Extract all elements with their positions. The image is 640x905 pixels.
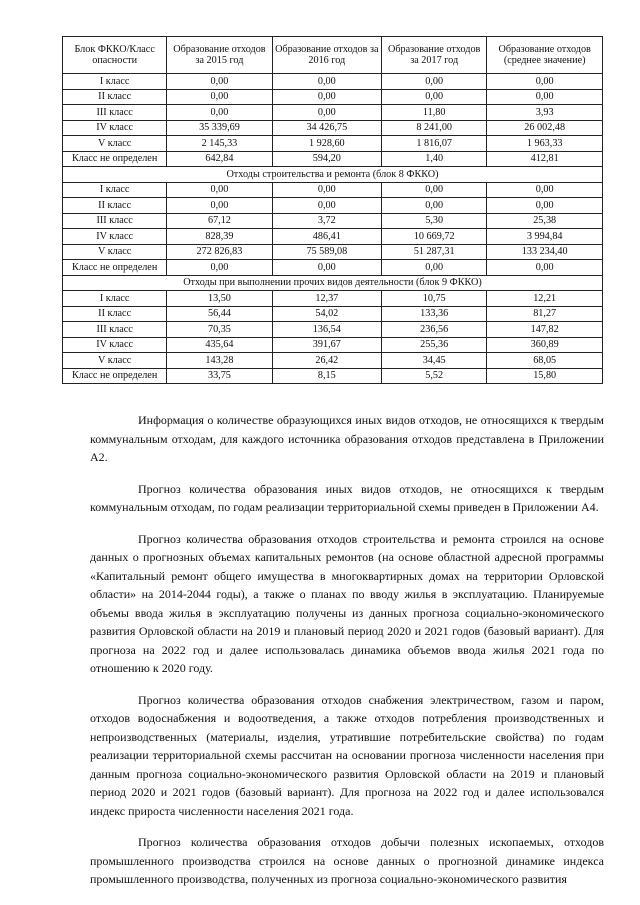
class-label-cell: IV класс — [63, 120, 167, 136]
value-cell: 51 287,31 — [382, 244, 487, 260]
section-row — [63, 275, 603, 291]
class-label-cell: III класс — [63, 105, 167, 121]
value-cell: 67,12 — [167, 213, 272, 229]
value-cell: 0,00 — [272, 198, 381, 214]
value-cell: 0,00 — [167, 105, 272, 121]
value-cell: 0,00 — [487, 260, 603, 276]
value-cell: 0,00 — [487, 182, 603, 198]
table-row — [63, 182, 603, 198]
section-title: Отходы строительства и ремонта (блок 8 ФККО) — [63, 167, 603, 183]
value-cell: 1 816,07 — [382, 136, 487, 152]
value-cell: 0,00 — [382, 182, 487, 198]
table-row — [63, 291, 603, 307]
value-cell: 5,30 — [382, 213, 487, 229]
value-cell: 0,00 — [487, 89, 603, 105]
value-cell: 594,20 — [272, 151, 381, 167]
value-cell: 15,80 — [487, 368, 603, 384]
table-row — [63, 244, 603, 260]
value-cell: 828,39 — [167, 229, 272, 245]
value-cell: 34,45 — [382, 353, 487, 369]
value-cell: 0,00 — [487, 74, 603, 90]
value-cell: 35 339,69 — [167, 120, 272, 136]
value-cell: 26 002,48 — [487, 120, 603, 136]
value-cell: 0,00 — [272, 89, 381, 105]
table-row — [63, 353, 603, 369]
value-cell: 360,89 — [487, 337, 603, 353]
value-cell: 81,27 — [487, 306, 603, 322]
class-label-cell: II класс — [63, 89, 167, 105]
value-cell: 12,21 — [487, 291, 603, 307]
value-cell: 33,75 — [167, 368, 272, 384]
value-cell: 10 669,72 — [382, 229, 487, 245]
class-label-cell: Класс не определен — [63, 151, 167, 167]
paragraph: Прогноз количества образования отходов добычи полезных ископаемых, отходов промышленного производства строился на основе данных о прогнозной динамике индекса промышленного производства, полученных из прогноза социально-экономического развития — [90, 835, 604, 886]
header-cell: Образование отходов за 2015 год — [167, 37, 272, 74]
value-cell: 75 589,08 — [272, 244, 381, 260]
header-cell: Образование отходов за 2017 год — [382, 37, 487, 74]
value-cell: 143,28 — [167, 353, 272, 369]
value-cell: 136,54 — [272, 322, 381, 338]
value-cell: 133,36 — [382, 306, 487, 322]
value-cell: 147,82 — [487, 322, 603, 338]
class-label-cell: II класс — [63, 306, 167, 322]
table-row — [63, 74, 603, 90]
table-row — [63, 368, 603, 384]
paragraph: Прогноз количества образования отходов строительства и ремонта строился на основе данных о прогнозных объемах капитальных ремонтов (на основе областной адресной программы «Капитальный ремонт общего имущества в многоквартирных домах на территории Орловской области» на 2014-2044 годы), а также о планах по вводу жилья в эксплуатацию. Планируемые объемы ввода жилья в эксплуатацию получены из данных прогноза социально-экономического развития Орловской области на 2019 и плановый период 2020 и 2021 годов (базовый вариант). Для прогноза на 2022 год и далее использовалась динамика объемов ввода жилья 2021 года по отношению к 2020 году. — [90, 531, 604, 675]
value-cell: 3,72 — [272, 213, 381, 229]
value-cell: 3,93 — [487, 105, 603, 121]
class-label-cell: IV класс — [63, 229, 167, 245]
class-label-cell: V класс — [63, 136, 167, 152]
class-label-cell: V класс — [63, 244, 167, 260]
table-row — [63, 229, 603, 245]
value-cell: 13,50 — [167, 291, 272, 307]
table-row — [63, 306, 603, 322]
header-cell: Блок ФККО/Класс опасности — [63, 37, 167, 74]
class-label-cell: I класс — [63, 74, 167, 90]
value-cell: 0,00 — [167, 260, 272, 276]
value-cell: 0,00 — [382, 198, 487, 214]
value-cell: 2 145,33 — [167, 136, 272, 152]
value-cell: 1 928,60 — [272, 136, 381, 152]
value-cell: 0,00 — [167, 89, 272, 105]
header-cell: Образование отходов за 2016 год — [272, 37, 381, 74]
value-cell: 8,15 — [272, 368, 381, 384]
value-cell: 435,64 — [167, 337, 272, 353]
value-cell: 0,00 — [167, 198, 272, 214]
value-cell: 26,42 — [272, 353, 381, 369]
value-cell: 70,35 — [167, 322, 272, 338]
value-cell: 412,81 — [487, 151, 603, 167]
value-cell: 255,36 — [382, 337, 487, 353]
class-label-cell: Класс не определен — [63, 260, 167, 276]
paragraph: Прогноз количества образования иных видов отходов, не относящихся к твердым коммунальным отходам, по годам реализации территориальной схемы приведен в Приложении А4. — [90, 481, 604, 514]
value-cell: 486,41 — [272, 229, 381, 245]
value-cell: 25,38 — [487, 213, 603, 229]
value-cell: 11,80 — [382, 105, 487, 121]
value-cell: 54,02 — [272, 306, 381, 322]
value-cell: 0,00 — [167, 182, 272, 198]
value-cell: 3 994,84 — [487, 229, 603, 245]
class-label-cell: I класс — [63, 182, 167, 198]
table-row — [63, 120, 603, 136]
value-cell: 68,05 — [487, 353, 603, 369]
value-cell: 56,44 — [167, 306, 272, 322]
value-cell: 0,00 — [487, 198, 603, 214]
table-row — [63, 151, 603, 167]
value-cell: 5,52 — [382, 368, 487, 384]
table-row — [63, 213, 603, 229]
value-cell: 10,75 — [382, 291, 487, 307]
section-title: Отходы при выполнении прочих видов деятельности (блок 9 ФККО) — [63, 275, 603, 291]
class-label-cell: I класс — [63, 291, 167, 307]
table-header-row — [63, 37, 603, 74]
value-cell: 34 426,75 — [272, 120, 381, 136]
value-cell: 1 963,33 — [487, 136, 603, 152]
table-row — [63, 260, 603, 276]
header-cell: Образование отходов (среднее значение) — [487, 37, 603, 74]
value-cell: 642,84 — [167, 151, 272, 167]
paragraph: Прогноз количества образования отходов снабжения электричеством, газом и паром, отходов водоснабжения и водоотведения, а также отходов потребления производственных и непроизводственных (материалы, изделия, утратившие потребительские свойства) по годам реализации территориальной схемы рассчитан на основании прогноза численности населения при данным прогноза социально-экономического развития Орловской области на 2019 и плановый период 2020 и 2021 годов (базовый вариант). Для прогноза на 2022 год и далее использовался индекс прироста численности населения 2021 года. — [90, 692, 604, 818]
value-cell: 1,40 — [382, 151, 487, 167]
value-cell: 0,00 — [382, 89, 487, 105]
value-cell: 12,37 — [272, 291, 381, 307]
table-row — [63, 322, 603, 338]
value-cell: 0,00 — [382, 260, 487, 276]
value-cell: 133 234,40 — [487, 244, 603, 260]
value-cell: 0,00 — [167, 74, 272, 90]
class-label-cell: III класс — [63, 213, 167, 229]
table-row — [63, 198, 603, 214]
table-body — [63, 74, 603, 384]
class-label-cell: III класс — [63, 322, 167, 338]
paragraph: Информация о количестве образующихся иных видов отходов, не относящихся к твердым коммунальным отходам, для каждого источника образования отходов представлена в Приложении А2. — [90, 413, 604, 464]
value-cell: 0,00 — [272, 105, 381, 121]
waste-table — [62, 36, 603, 384]
table-row — [63, 89, 603, 105]
class-label-cell: II класс — [63, 198, 167, 214]
table-row — [63, 337, 603, 353]
class-label-cell: V класс — [63, 353, 167, 369]
class-label-cell: IV класс — [63, 337, 167, 353]
class-label-cell: Класс не определен — [63, 368, 167, 384]
value-cell: 0,00 — [382, 74, 487, 90]
value-cell: 236,56 — [382, 322, 487, 338]
value-cell: 0,00 — [272, 74, 381, 90]
value-cell: 272 826,83 — [167, 244, 272, 260]
value-cell: 8 241,00 — [382, 120, 487, 136]
section-row — [63, 167, 603, 183]
table-row — [63, 136, 603, 152]
value-cell: 0,00 — [272, 260, 381, 276]
value-cell: 0,00 — [272, 182, 381, 198]
value-cell: 391,67 — [272, 337, 381, 353]
body-text — [90, 411, 604, 902]
table-row — [63, 105, 603, 121]
